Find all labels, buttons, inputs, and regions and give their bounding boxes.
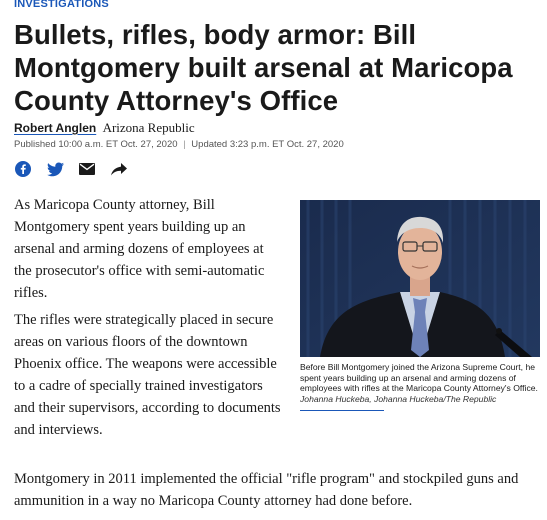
date-separator: | (183, 139, 186, 150)
article-photo-figure (300, 200, 540, 411)
published-date: Published 10:00 a.m. ET Oct. 27, 2020 (14, 139, 178, 150)
author-link[interactable]: Robert Anglen (14, 121, 97, 135)
share-arrow-icon[interactable] (110, 160, 128, 178)
article-paragraph: The rifles were strategically placed in secure areas on various floors of the downtown Phoenix office. The weapons were accessible to a cadre of specially trained investigators and their supervisors, according to documents and interviews. (14, 312, 281, 438)
article-paragraph: As Maricopa County attorney, Bill Montgomery spent years building up an arsenal and arming dozens of employees at the prosecutor's office with semi-automatic rifles. (14, 197, 265, 301)
article-photo[interactable] (300, 200, 540, 357)
caption-divider (300, 410, 384, 411)
email-icon[interactable] (78, 160, 96, 178)
photo-credit: Johanna Huckeba, Johanna Huckeba/The Republic (300, 393, 497, 404)
share-bar (14, 159, 128, 179)
dateline (14, 139, 344, 150)
publication-name: Arizona Republic (102, 120, 195, 135)
byline (14, 120, 195, 136)
article-paragraph: Montgomery in 2011 implemented the official "rifle program" and stockpiled guns and ammunition in a way no Maricopa County attorney had done before. (14, 471, 519, 509)
photo-caption (300, 362, 540, 404)
updated-date: Updated 3:23 p.m. ET Oct. 27, 2020 (191, 139, 344, 150)
headline: Bullets, rifles, body armor: Bill Montgomery built arsenal at Maricopa County Attorney's Office (14, 19, 513, 116)
twitter-icon[interactable] (46, 160, 64, 178)
facebook-icon[interactable] (14, 160, 32, 178)
section-label[interactable]: INVESTIGATIONS (14, 0, 109, 10)
caption-text: Before Bill Montgomery joined the Arizona Supreme Court, he spent years building up an arsenal and arming dozens of employees with rifles at the Maricopa County Attorney's Office. (300, 362, 538, 394)
